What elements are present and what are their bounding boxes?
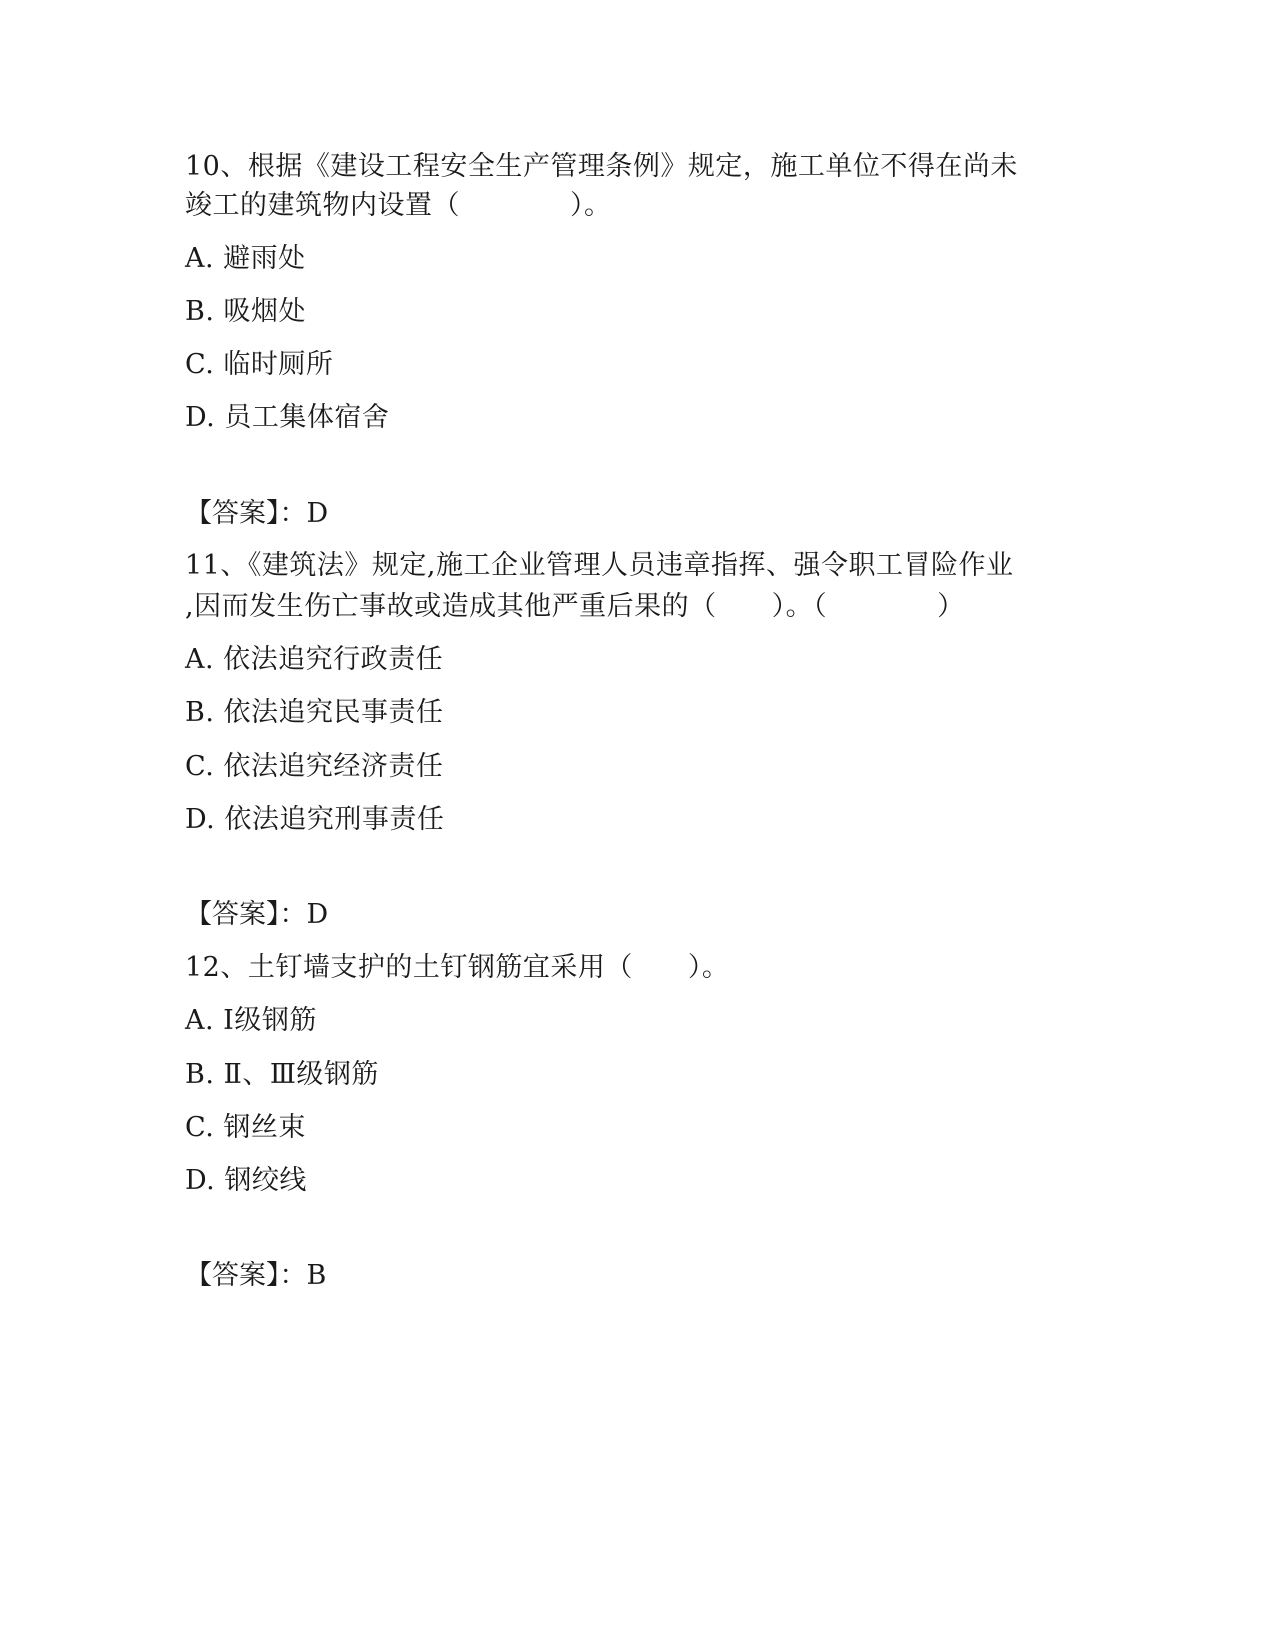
question-10-option-c: C. 临时厕所 xyxy=(185,349,334,380)
question-12-option-c: C. 钢丝束 xyxy=(185,1112,306,1143)
question-12-answer: 【答案】：B xyxy=(185,1260,327,1291)
question-10-option-a: A. 避雨处 xyxy=(185,243,306,274)
question-11-stem-line1: 11、《建筑法》规定,施工企业管理人员违章指挥、强令职工冒险作业 xyxy=(185,550,1014,581)
question-12-option-d: D. 钢绞线 xyxy=(185,1165,307,1196)
question-10-option-b: B. 吸烟处 xyxy=(185,296,307,327)
question-11-answer: 【答案】：D xyxy=(185,899,329,930)
question-12-option-b: B. Ⅱ、Ⅲ级钢筋 xyxy=(185,1059,379,1090)
question-10-stem-line2: 竣工的建筑物内设置（ ）。 xyxy=(185,190,612,221)
question-10-option-d: D. 员工集体宿舍 xyxy=(185,402,390,433)
question-10-stem-line1: 10、根据《建设工程安全生产管理条例》规定，施工单位不得在尚未 xyxy=(185,151,1018,182)
question-11-stem-line2: ,因而发生伤亡事故或造成其他严重后果的（ ）。（ ） xyxy=(185,591,965,622)
question-11-option-c: C. 依法追究经济责任 xyxy=(185,751,444,782)
question-12-stem-line1: 12、土钉墙支护的土钉钢筋宜采用（ ）。 xyxy=(185,952,730,983)
question-10-answer: 【答案】：D xyxy=(185,498,329,529)
question-12-option-a: A. Ⅰ级钢筋 xyxy=(185,1005,317,1036)
question-11-option-a: A. 依法追究行政责任 xyxy=(185,644,444,675)
question-11-option-b: B. 依法追究民事责任 xyxy=(185,697,444,728)
question-11-option-d: D. 依法追究刑事责任 xyxy=(185,804,445,835)
